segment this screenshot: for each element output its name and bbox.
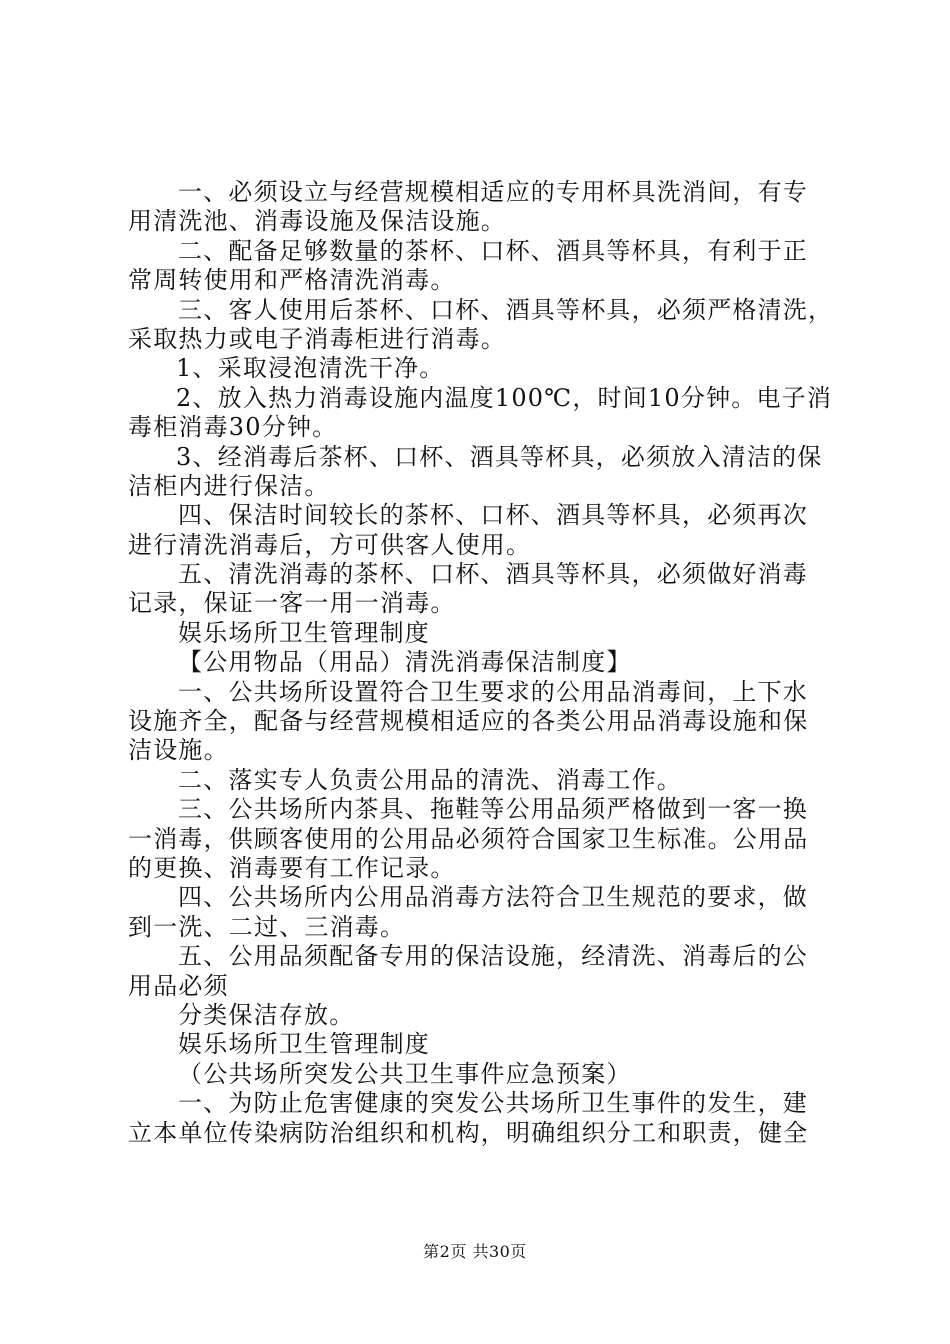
- text-line: 采取热力或电子消毒柜进行消毒。: [128, 324, 506, 353]
- text-line: 娱乐场所卫生管理制度: [178, 1030, 430, 1059]
- text-line: 一、为防止危害健康的突发公共场所卫生事件的发生，建: [178, 1089, 808, 1118]
- document-body: [128, 178, 833, 1148]
- text-line: 立本单位传染病防治组织和机构，明确组织分工和职责，健全: [128, 1118, 809, 1147]
- text-line: 三、客人使用后茶杯、口杯、酒具等杯具，必须严格清洗，: [178, 295, 834, 324]
- text-line: 3、经消毒后茶杯、口杯、酒具等杯具，必须放入清洁的保: [176, 442, 823, 471]
- text-line: 分类保洁存放。: [178, 1000, 355, 1029]
- text-line: 一、公共场所设置符合卫生要求的公用品消毒间，上下水: [178, 677, 808, 706]
- text-line: 二、落实专人负责公用品的清洗、消毒工作。: [178, 765, 682, 794]
- text-line: 五、公用品须配备专用的保洁设施，经清洗、消毒后的公: [178, 942, 808, 971]
- text-line: 洁设施。: [128, 736, 229, 765]
- text-line: 常周转使用和严格清洗消毒。: [128, 266, 456, 295]
- text-line: 【公用物品（用品）清洗消毒保洁制度】: [178, 648, 632, 677]
- text-line: 三、公共场所内茶具、拖鞋等公用品须严格做到一客一换: [178, 795, 808, 824]
- text-line: 设施齐全，配备与经营规模相适应的各类公用品消毒设施和保: [128, 707, 809, 736]
- text-line: 一消毒，供顾客使用的公用品必须符合国家卫生标准。公用品: [128, 824, 809, 853]
- text-line: 毒柜消毒30分钟。: [128, 413, 338, 442]
- text-line: 用清洗池、消毒设施及保洁设施。: [128, 207, 506, 236]
- text-line: 到一洗、二过、三消毒。: [128, 912, 406, 941]
- text-line: 洁柜内进行保洁。: [128, 471, 330, 500]
- text-line: 记录，保证一客一用一消毒。: [128, 589, 456, 618]
- page-footer: 第2页 共30页: [423, 1242, 527, 1261]
- text-line: （公共场所突发公共卫生事件应急预案）: [178, 1059, 632, 1088]
- text-line: 四、保洁时间较长的茶杯、口杯、酒具等杯具，必须再次: [178, 501, 808, 530]
- text-line: 进行清洗消毒后，方可供客人使用。: [128, 530, 532, 559]
- text-line: 用品必须: [128, 971, 229, 1000]
- text-line: 四、公共场所内公用品消毒方法符合卫生规范的要求，做: [178, 883, 808, 912]
- text-line: 一、必须设立与经营规模相适应的专用杯具洗消间，有专: [178, 178, 808, 206]
- text-line: 二、配备足够数量的茶杯、口杯、酒具等杯具，有利于正: [178, 236, 808, 265]
- text-line: 2、放入热力消毒设施内温度100℃，时间10分钟。电子消: [176, 383, 833, 412]
- text-line: 五、清洗消毒的茶杯、口杯、酒具等杯具，必须做好消毒: [178, 560, 808, 589]
- text-line: 娱乐场所卫生管理制度: [178, 618, 430, 647]
- text-line: 的更换、消毒要有工作记录。: [128, 853, 456, 882]
- text-line: 1、采取浸泡清洗干净。: [176, 354, 445, 383]
